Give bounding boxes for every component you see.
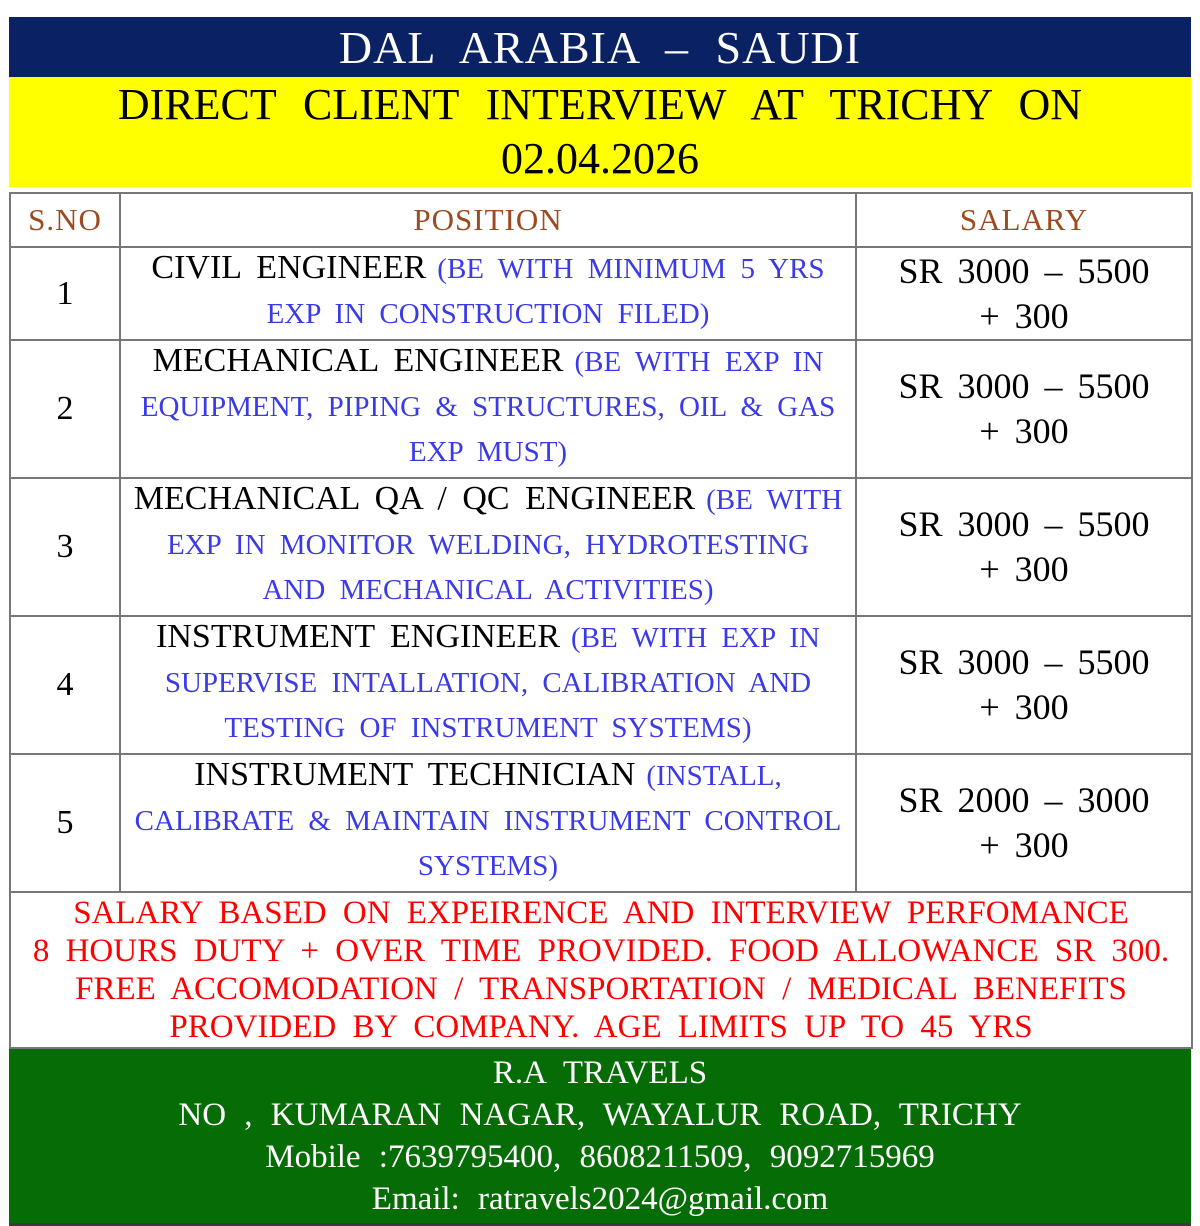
- row-position: [120, 754, 856, 892]
- salary-allowance: + 300: [979, 549, 1069, 589]
- row-position: [120, 340, 856, 478]
- banner-line-2: 02.04.2026: [501, 134, 699, 183]
- notes-row: [10, 892, 1192, 1048]
- company-title: DAL ARABIA – SAUDI: [338, 21, 862, 73]
- salary-allowance: + 300: [979, 295, 1069, 336]
- salary-range: SR 3000 – 5500: [898, 642, 1150, 682]
- row-sno: 2: [10, 340, 120, 478]
- position-title: INSTRUMENT TECHNICIAN: [194, 756, 636, 793]
- agency-footer: [9, 1049, 1191, 1226]
- table-header-row: [10, 193, 1192, 247]
- position-title: MECHANICAL QA / QC ENGINEER: [133, 480, 696, 517]
- agency-address: NO , KUMARAN NAGAR, WAYALUR ROAD, TRICHY: [178, 1097, 1022, 1133]
- salary-allowance: + 300: [979, 687, 1069, 727]
- note-line-4: PROVIDED BY COMPANY. AGE LIMITS UP TO 45 YRS: [169, 1009, 1033, 1045]
- note-line-3: FREE ACCOMODATION / TRANSPORTATION / MEDICAL BENEFITS: [75, 971, 1127, 1007]
- positions-table: [9, 192, 1193, 1049]
- row-salary: [856, 754, 1192, 892]
- position-detail: (BE WITH EXP IN MONITOR WELDING, HYDROTESTING AND MECHANICAL ACTIVITIES): [166, 484, 843, 606]
- banner-line-1: DIRECT CLIENT INTERVIEW AT TRICHY ON: [117, 80, 1083, 129]
- salary-range: SR 3000 – 5500: [898, 250, 1150, 291]
- note-line-2: 8 HOURS DUTY + OVER TIME PROVIDED. FOOD ALLOWANCE SR 300.: [32, 933, 1170, 969]
- position-title: CIVIL ENGINEER: [151, 249, 427, 286]
- position-detail: (BE WITH MINIMUM 5 YRS EXP IN CONSTRUCTION FILED): [266, 253, 825, 330]
- notes-cell: [10, 892, 1192, 1048]
- col-header-salary: SALARY: [856, 193, 1192, 247]
- agency-email: Email: ratravels2024@gmail.com: [371, 1181, 829, 1217]
- row-position: [120, 478, 856, 616]
- agency-name: R.A TRAVELS: [492, 1055, 708, 1091]
- position-detail: (INSTALL, CALIBRATE & MAINTAIN INSTRUMENT CONTROL SYSTEMS): [134, 760, 842, 882]
- company-title-bar: [9, 17, 1191, 77]
- row-position: [120, 616, 856, 754]
- note-line-1: SALARY BASED ON EXPEIRENCE AND INTERVIEW PERFOMANCE: [73, 895, 1129, 931]
- row-salary: [856, 616, 1192, 754]
- row-salary: [856, 247, 1192, 340]
- salary-allowance: + 300: [979, 825, 1069, 865]
- row-sno: 5: [10, 754, 120, 892]
- position-title: INSTRUMENT ENGINEER: [156, 618, 561, 655]
- table-row: [10, 247, 1192, 340]
- table-row: [10, 616, 1192, 754]
- row-sno: 4: [10, 616, 120, 754]
- position-detail: (BE WITH EXP IN SUPERVISE INTALLATION, CALIBRATION AND TESTING OF INSTRUMENT SYSTEMS): [164, 622, 820, 744]
- col-header-position: POSITION: [120, 193, 856, 247]
- row-position: [120, 247, 856, 340]
- salary-allowance: + 300: [979, 411, 1069, 451]
- salary-range: SR 3000 – 5500: [898, 366, 1150, 406]
- row-salary: [856, 478, 1192, 616]
- row-salary: [856, 340, 1192, 478]
- position-title: MECHANICAL ENGINEER: [152, 342, 564, 379]
- table-row: [10, 340, 1192, 478]
- salary-range: SR 2000 – 3000: [898, 780, 1150, 820]
- table-row: [10, 478, 1192, 616]
- salary-range: SR 3000 – 5500: [898, 504, 1150, 544]
- row-sno: 3: [10, 478, 120, 616]
- row-sno: 1: [10, 247, 120, 340]
- interview-banner: [9, 77, 1191, 187]
- position-detail: (BE WITH EXP IN EQUIPMENT, PIPING & STRUCTURES, OIL & GAS EXP MUST): [140, 346, 836, 468]
- col-header-sno: S.NO: [10, 193, 120, 247]
- agency-mobile: Mobile :7639795400, 8608211509, 9092715969: [265, 1139, 935, 1175]
- table-row: [10, 754, 1192, 892]
